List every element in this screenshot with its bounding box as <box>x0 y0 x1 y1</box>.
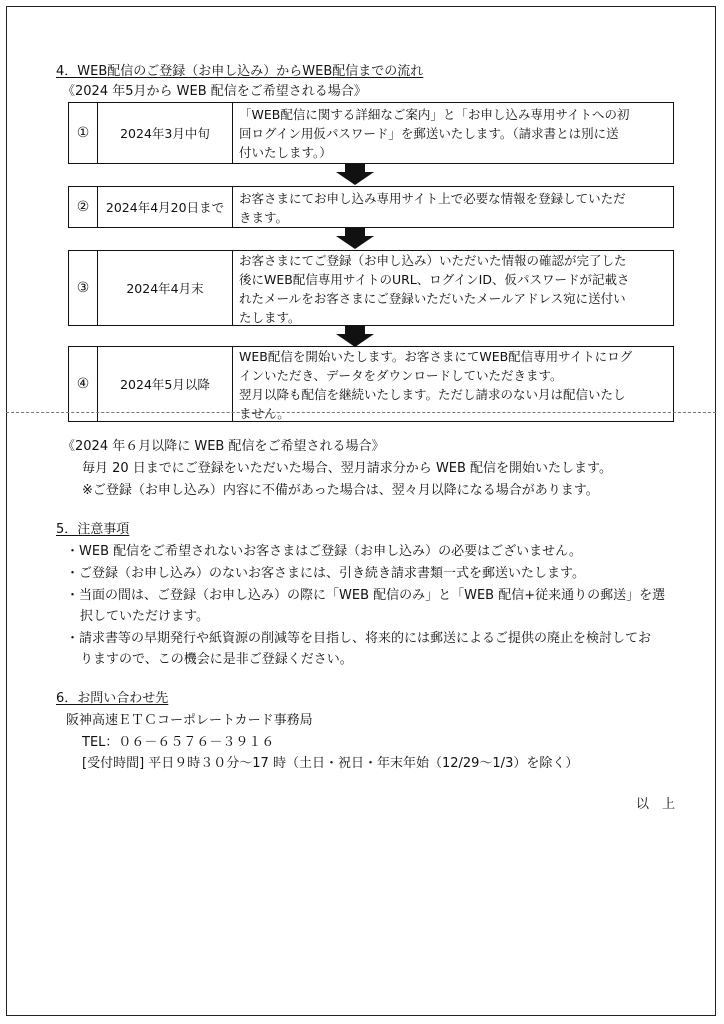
step-line: お客さまにてご登録（お申し込み）いただいた情報の確認が完了した <box>239 252 627 268</box>
contact-org: 阪神高速ＥＴＣコーポレートカード事務局 <box>66 713 313 728</box>
step-number: ③ <box>69 251 98 325</box>
section-4-subtitle: 《2024 年5月から WEB 配信をご希望される場合》 <box>62 84 367 99</box>
flow-step-2 <box>68 186 674 228</box>
closing-text: 以 上 <box>636 797 676 812</box>
june-subtitle: 《2024 年６月以降に WEB 配信をご希望される場合》 <box>62 439 385 454</box>
step-description <box>233 251 673 325</box>
notice-bullet: ・当面の間は、ご登録（お申し込み）の際に「WEB 配信のみ」と「WEB 配信+従来通りの郵送」を選 <box>66 588 666 603</box>
step-line: インいただき、データをダウンロードしていただきます。 <box>239 367 563 383</box>
june-note-line: ※ご登録（お申し込み）内容に不備があった場合は、翌々月以降になる場合があります。 <box>82 483 599 498</box>
step-number: ② <box>69 187 98 227</box>
step-date: 2024年4月末 <box>98 251 233 325</box>
notice-bullet-continued: りますので、この機会に是非ご登録ください。 <box>80 652 353 667</box>
down-arrow-icon <box>336 227 374 249</box>
step-line: 付いたします。） <box>239 145 332 160</box>
step-line: 回ログイン用仮パスワード」を郵送いたします。（請求書とは別に送 <box>239 126 619 141</box>
section-4-title: 4．WEB配信のご登録（お申し込み）からWEB配信までの流れ <box>56 64 424 79</box>
section-5-title: 5．注意事項 <box>56 522 130 537</box>
step-line: ません。 <box>239 405 290 421</box>
flow-step-4 <box>68 346 674 422</box>
section-6-title: 6．お問い合わせ先 <box>56 691 169 706</box>
notice-bullet: ・WEB 配信をご希望されないお客さまはご登録（お申し込み）の必要はございません。 <box>66 544 582 559</box>
notice-bullet: ・請求書等の早期発行や紙資源の削減等を目指し、将来的には郵送によるご提供の廃止を検討してお <box>66 631 652 646</box>
step-line: WEB配信を開始いたします。お客さまにてWEB配信専用サイトにログ <box>239 348 633 364</box>
step-description <box>233 347 673 421</box>
step-number: ① <box>69 103 98 163</box>
contact-tel: TEL：０６－６５７６－３９１６ <box>82 735 275 750</box>
page-divider <box>6 412 716 413</box>
step-line: 後にWEB配信専用サイトのURL、ログインID、仮パスワードが記載さ <box>239 271 630 287</box>
down-arrow-icon <box>336 325 374 347</box>
step-line: たします。 <box>239 309 301 325</box>
step-description <box>233 103 673 163</box>
step-date: 2024年5月以降 <box>98 347 233 421</box>
step-line: お客さまにてお申し込み専用サイト上で必要な情報を登録していただ <box>239 190 626 206</box>
flow-step-3 <box>68 250 674 326</box>
contact-hours: [受付時間] 平日９時３０分～17 時（土日・祝日・年末年始（12/29～1/3）を除く） <box>82 756 579 771</box>
flow-step-1 <box>68 102 674 164</box>
notice-bullet: ・ご登録（お申し込み）のないお客さまには、引き続き請求書類一式を郵送いたします。 <box>66 566 585 581</box>
june-text-line: 毎月 20 日までにご登録をいただいた場合、翌月請求分から WEB 配信を開始いたします。 <box>82 461 613 476</box>
step-line: 「WEB配信に関する詳細なご案内」と「お申し込み専用サイトへの初 <box>239 107 630 122</box>
step-number: ④ <box>69 347 98 421</box>
down-arrow-icon <box>336 163 374 185</box>
step-date: 2024年4月20日まで <box>98 187 233 227</box>
step-date: 2024年3月中旬 <box>98 103 233 163</box>
step-line: れたメールをお客さまにご登録いただいたメールアドレス宛に送付い <box>239 290 626 306</box>
step-line: きます。 <box>239 209 289 225</box>
step-description <box>233 187 673 227</box>
notice-bullet-continued: 択していただけます。 <box>80 609 209 624</box>
step-line: 翌月以降も配信を継続いたします。ただし請求のない月は配信いたし <box>239 386 626 402</box>
